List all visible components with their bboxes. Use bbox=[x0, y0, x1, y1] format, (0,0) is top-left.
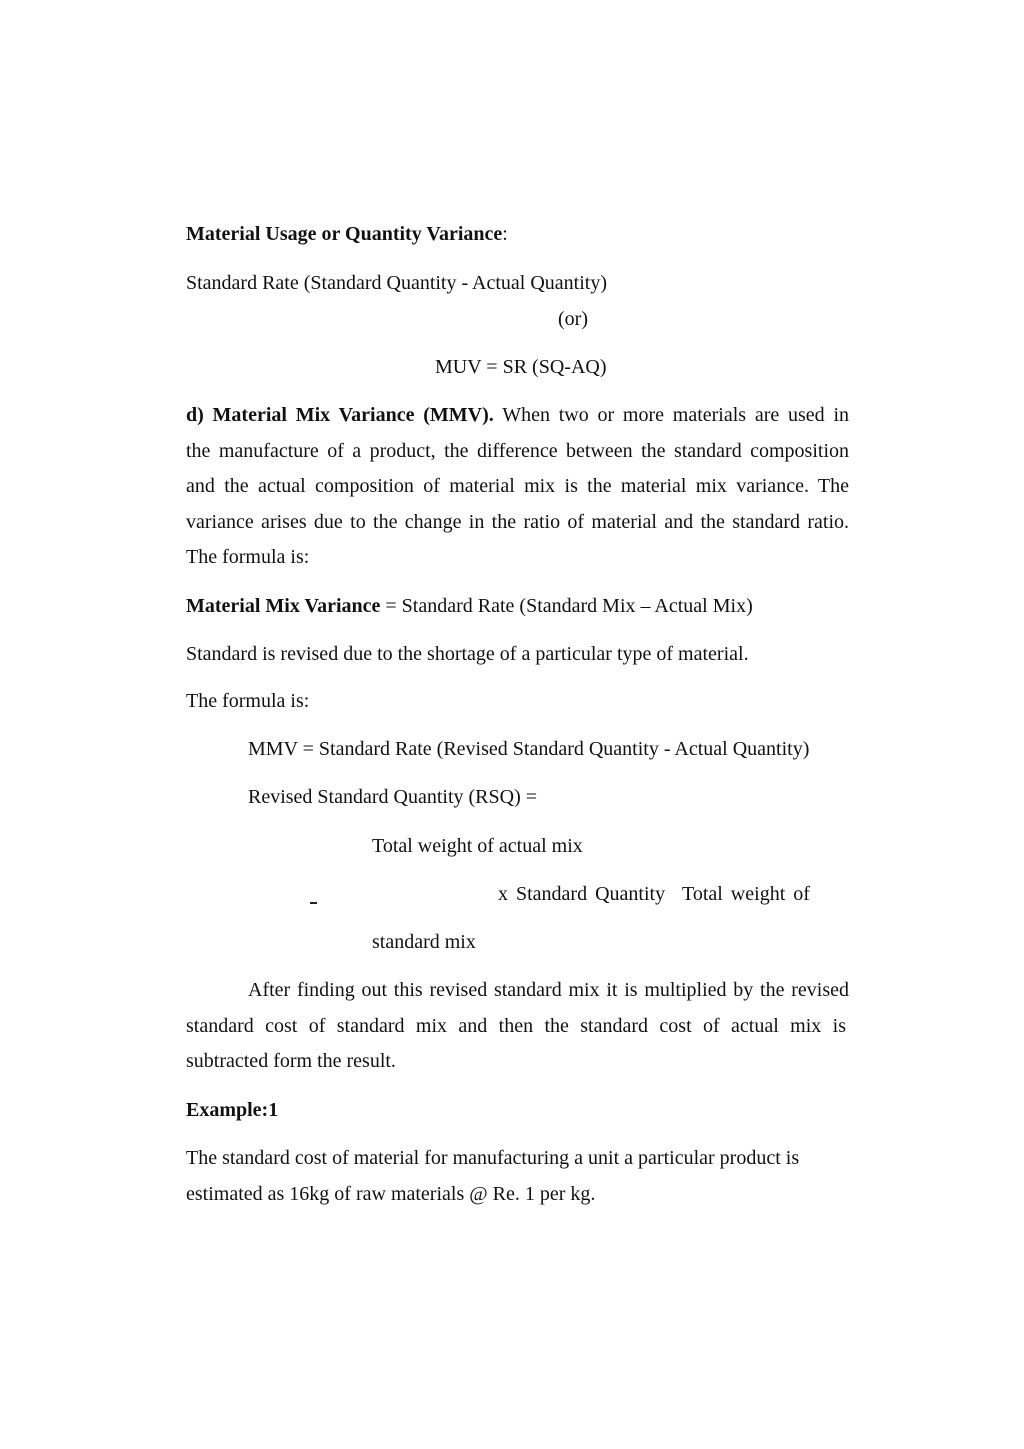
fraction-denominator-end: standard mix bbox=[372, 931, 476, 953]
example-paragraph-line-2: estimated as 16kg of raw materials @ Re. 1 per kg. bbox=[186, 1183, 596, 1205]
formula-is: The formula is: bbox=[186, 690, 310, 712]
mmv-formula-label: Material Mix Variance bbox=[186, 595, 381, 617]
or-text: (or) bbox=[558, 308, 588, 330]
section-heading-text: Material Usage or Quantity Variance bbox=[186, 223, 503, 245]
mmv-paragraph-line-5: The formula is: bbox=[186, 546, 310, 568]
fraction-denominator-start: Total weight of bbox=[682, 883, 810, 905]
example-heading bbox=[186, 1098, 278, 1122]
after-paragraph-line-3: subtracted form the result. bbox=[186, 1050, 396, 1072]
revised-note: Standard is revised due to the shortage of a particular type of material. bbox=[186, 643, 749, 665]
example-heading-text: Example:1 bbox=[186, 1099, 279, 1121]
fraction-bar-fragment bbox=[310, 902, 317, 904]
fraction-numerator: Total weight of actual mix bbox=[372, 835, 583, 857]
mmv-paragraph-line-1 bbox=[186, 403, 849, 427]
mmv-para-0: When two or more materials are used in bbox=[493, 404, 850, 426]
after-paragraph-line-2: standard cost of standard mix and then the standard cost of actual mix is bbox=[186, 1015, 846, 1037]
usage-formula: Standard Rate (Standard Quantity - Actual Quantity) bbox=[186, 272, 608, 294]
mmv-formula bbox=[186, 594, 753, 618]
example-paragraph-line-1: The standard cost of material for manufacturing a unit a particular product is bbox=[186, 1147, 800, 1169]
mmv-paragraph-line-3: and the actual composition of material mix is the material mix variance. The bbox=[186, 475, 849, 497]
section-heading bbox=[186, 222, 508, 246]
mmv-heading: d) Material Mix Variance (MMV). bbox=[186, 404, 494, 426]
mmv-formula-rest: = Standard Rate (Standard Mix – Actual Mix) bbox=[380, 595, 753, 617]
mmv-paragraph-line-2: the manufacture of a product, the difference between the standard composition bbox=[186, 440, 849, 462]
muv-formula: MUV = SR (SQ-AQ) bbox=[435, 356, 607, 378]
after-paragraph-line-1: After finding out this revised standard mix it is multiplied by the revised bbox=[248, 979, 849, 1001]
rsq-label: Revised Standard Quantity (RSQ) = bbox=[248, 786, 538, 808]
fraction-multiplier: x Standard Quantity bbox=[498, 883, 666, 905]
mmv-revised-formula: MMV = Standard Rate (Revised Standard Quantity - Actual Quantity) bbox=[248, 738, 810, 760]
section-heading-colon: : bbox=[502, 223, 508, 245]
mmv-paragraph-line-4: variance arises due to the change in the ratio of material and the standard ratio. bbox=[186, 511, 849, 533]
